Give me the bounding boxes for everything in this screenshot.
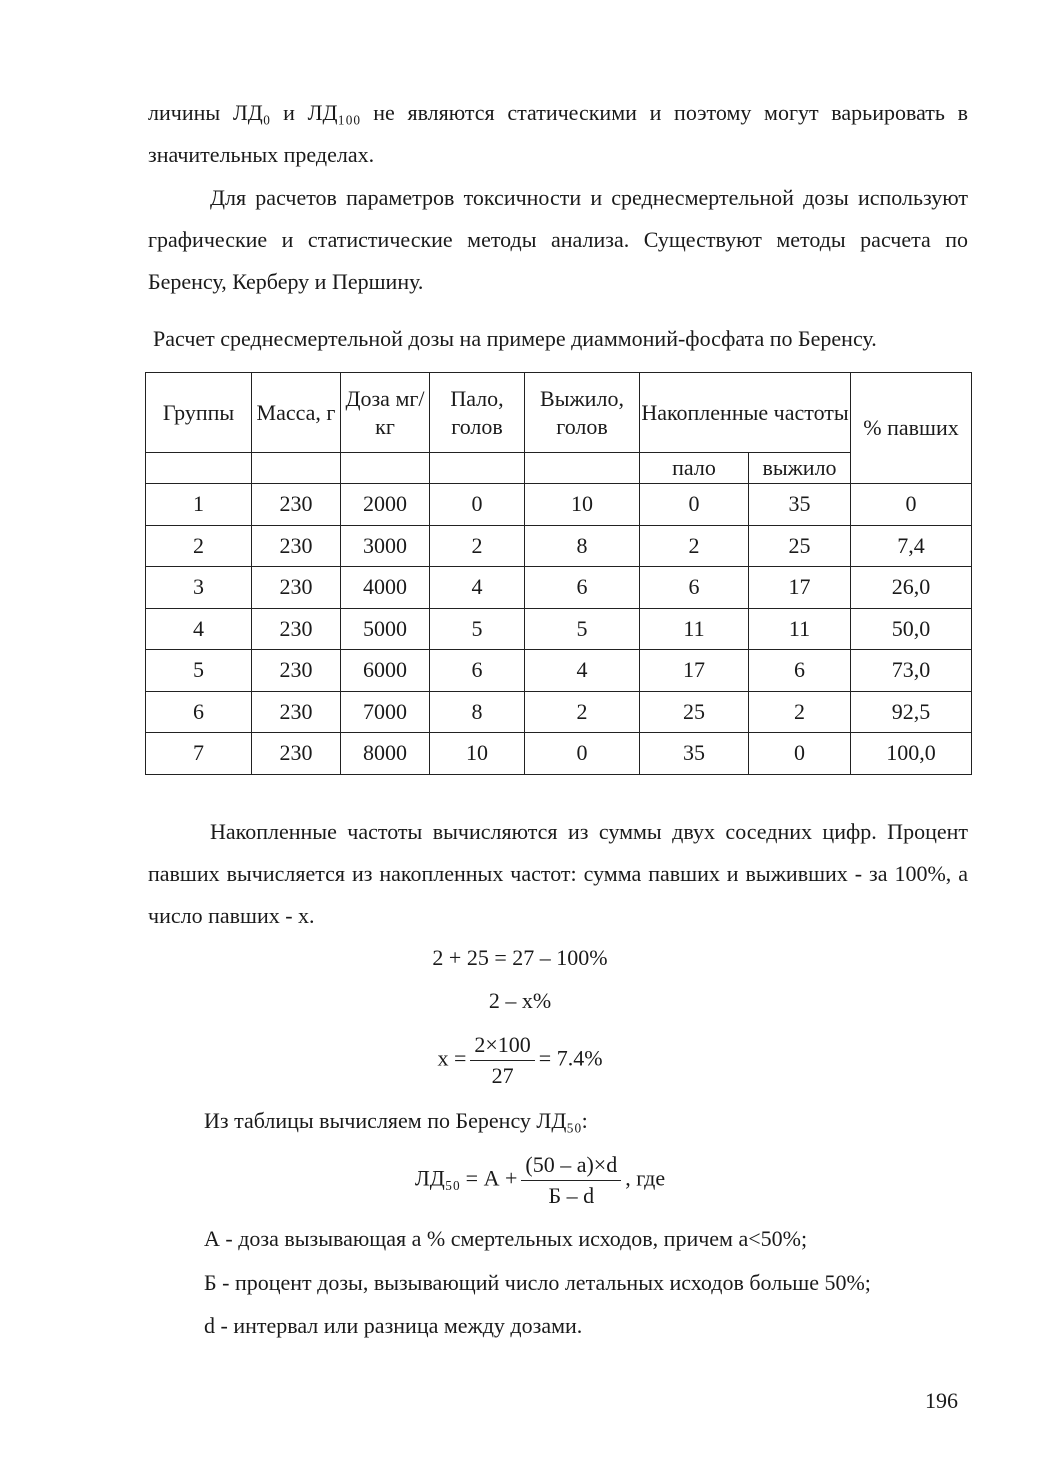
table-cell: 3 <box>146 567 252 609</box>
table-cell: 2000 <box>341 484 430 526</box>
table-caption: Расчет среднесмертельной дозы на примере диаммоний-фосфата по Беренсу. <box>153 326 877 351</box>
definition-b: Б - процент дозы, вызывающий число летальных исходов больше 50%; <box>204 1270 871 1295</box>
eq-lhs: х = <box>437 1045 467 1071</box>
table-cell: 73,0 <box>851 650 972 692</box>
table-cell: 11 <box>749 608 851 650</box>
table-cell: 230 <box>252 608 341 650</box>
table-cell: 0 <box>851 484 972 526</box>
table-cell: 230 <box>252 691 341 733</box>
table-cell: 0 <box>430 484 525 526</box>
fraction-numerator: 2×100 <box>470 1030 534 1061</box>
header-cell: Доза мг/кг <box>341 373 430 453</box>
header-cell: Накопленные частоты <box>640 373 851 453</box>
table-cell: 230 <box>252 567 341 609</box>
table-body <box>146 484 972 775</box>
table-cell: 25 <box>640 691 749 733</box>
table-cell: 8000 <box>341 733 430 775</box>
data-table <box>145 372 972 775</box>
table-cell: 6 <box>640 567 749 609</box>
table-cell: 230 <box>252 650 341 692</box>
table-cell: 0 <box>525 733 640 775</box>
subheader-cell: выжило <box>749 453 851 484</box>
table-cell: 230 <box>252 484 341 526</box>
table-cell: 6 <box>749 650 851 692</box>
table-cell: 7,4 <box>851 525 972 567</box>
table-cell: 6 <box>525 567 640 609</box>
paragraph-intro: личины ЛД₀ и ЛД₁₀₀ не являются статическими и поэтому могут варьировать в значительных пределах. <box>148 100 968 167</box>
empty-cell <box>252 453 341 484</box>
table-cell: 5 <box>146 650 252 692</box>
subheader-cell: пало <box>640 453 749 484</box>
table-cell: 230 <box>252 733 341 775</box>
eq-rhs: = 7.4% <box>538 1045 603 1071</box>
table-row <box>146 733 972 775</box>
empty-cell <box>430 453 525 484</box>
table-row <box>146 567 972 609</box>
fraction-numerator: (50 – a)×d <box>521 1150 621 1181</box>
table-cell: 10 <box>525 484 640 526</box>
table-cell: 4 <box>430 567 525 609</box>
table-cell: 25 <box>749 525 851 567</box>
table-cell: 10 <box>430 733 525 775</box>
table-cell: 92,5 <box>851 691 972 733</box>
table-cell: 0 <box>749 733 851 775</box>
table-cell: 2 <box>640 525 749 567</box>
table-cell: 8 <box>525 525 640 567</box>
table-cell: 6 <box>430 650 525 692</box>
table-cell: 2 <box>430 525 525 567</box>
header-cell: Пало, голов <box>430 373 525 453</box>
table-cell: 17 <box>749 567 851 609</box>
table-cell: 4 <box>146 608 252 650</box>
table-cell: 35 <box>640 733 749 775</box>
equation-proportion: 2 – х% <box>488 988 552 1013</box>
empty-cell <box>525 453 640 484</box>
table-cell: 6000 <box>341 650 430 692</box>
table-cell: 4 <box>525 650 640 692</box>
table-cell: 230 <box>252 525 341 567</box>
fraction <box>470 1030 534 1091</box>
line-calculation: Из таблицы вычисляем по Беренсу ЛД₅₀: <box>204 1108 588 1133</box>
table-cell: 2 <box>146 525 252 567</box>
page-number: 196 <box>925 1388 958 1413</box>
definition-a: А - доза вызывающая а % смертельных исходов, причем а<50%; <box>204 1226 808 1251</box>
equation-sum: 2 + 25 = 27 – 100% <box>432 945 608 970</box>
paragraph-methods: Для расчетов параметров токсичности и среднесмертельной дозы используют графические и статистические методы анализа. Существуют методы расчета по Беренсу, Керберу и Першину. <box>148 185 968 294</box>
header-cell: Группы <box>146 373 252 453</box>
table-cell: 8 <box>430 691 525 733</box>
table-cell: 35 <box>749 484 851 526</box>
formula-ld50 <box>0 1150 1040 1211</box>
fraction-denominator: Б – d <box>548 1183 595 1208</box>
table-cell: 6 <box>146 691 252 733</box>
header-cell: Масса, г <box>252 373 341 453</box>
empty-cell <box>341 453 430 484</box>
header-cell: Выжило, голов <box>525 373 640 453</box>
equation-x <box>0 1030 1040 1091</box>
table-cell: 5 <box>430 608 525 650</box>
table-cell: 100,0 <box>851 733 972 775</box>
header-cell: % павших <box>851 373 972 484</box>
table-cell: 1 <box>146 484 252 526</box>
table-cell: 4000 <box>341 567 430 609</box>
table-row <box>146 608 972 650</box>
table-cell: 7 <box>146 733 252 775</box>
table-row <box>146 691 972 733</box>
table-cell: 11 <box>640 608 749 650</box>
paragraph-explanation: Накопленные частоты вычисляются из суммы двух соседних цифр. Процент павших вычисляется из накопленных частот: сумма павших и выживших - за 100%, а число павших - х. <box>148 819 968 928</box>
fraction-denominator: 27 <box>491 1063 514 1088</box>
table-row <box>146 484 972 526</box>
table-cell: 0 <box>640 484 749 526</box>
formula-lhs: ЛД₅₀ = А + <box>414 1165 518 1191</box>
table-cell: 5 <box>525 608 640 650</box>
table-row <box>146 525 972 567</box>
table-row <box>146 650 972 692</box>
empty-cell <box>146 453 252 484</box>
table-cell: 2 <box>525 691 640 733</box>
table-cell: 26,0 <box>851 567 972 609</box>
table-cell: 17 <box>640 650 749 692</box>
table-cell: 5000 <box>341 608 430 650</box>
table-cell: 50,0 <box>851 608 972 650</box>
fraction <box>521 1150 621 1211</box>
table-cell: 2 <box>749 691 851 733</box>
table-cell: 3000 <box>341 525 430 567</box>
definition-d: d - интервал или разница между дозами. <box>204 1313 583 1338</box>
formula-rhs: , где <box>625 1165 666 1191</box>
table-cell: 7000 <box>341 691 430 733</box>
